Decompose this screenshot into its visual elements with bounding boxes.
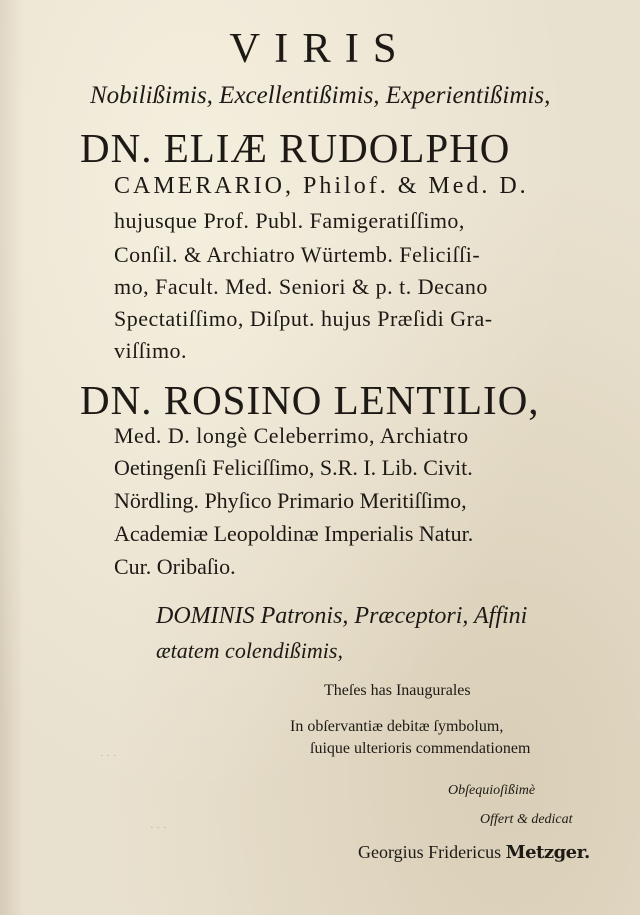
- person2-line-2: Oetingenſi Feliciſſimo, S.R. I. Lib. Civit.: [114, 455, 473, 480]
- person1-line-2: hujusque Prof. Publ. Famigeratiſſimo,: [114, 208, 465, 233]
- theses-line: Theſes has Inaugurales: [324, 682, 471, 699]
- signature-line-1: Obſequioſißimè: [448, 783, 536, 798]
- epithets-line: Nobilißimis, Excellentißimis, Experientißimis,: [90, 82, 551, 109]
- person1-line-1: CAMERARIO, Philof. & Med. D.: [114, 173, 529, 199]
- signature-line-2: Offert & dedicat: [480, 812, 573, 827]
- person2-name: DN. ROSINO LENTILIO,: [80, 377, 540, 423]
- dedication-line-1: DOMINIS Patronis, Præceptori, Affini: [156, 603, 528, 629]
- dedication-line-2: ætatem colendißimis,: [156, 638, 343, 663]
- person1-line-4: mo, Facult. Med. Seniori & p. t. Decano: [114, 274, 488, 299]
- signature-name: [358, 842, 590, 863]
- observance-line-1: In obſervantiæ debitæ ſymbolum,: [290, 718, 504, 735]
- person2-line-4: Academiæ Leopoldinæ Imperialis Natur.: [114, 521, 474, 546]
- person1-line-6: viſſimo.: [114, 338, 188, 363]
- person2-line-3: Nördling. Phyſico Primario Meritiſſimo,: [114, 488, 467, 513]
- observance-line-2: ſuique ulterioris commendationem: [310, 740, 531, 757]
- ink-bleed-mark: · · ·: [150, 822, 167, 834]
- person2-line-5: Cur. Oribaſio.: [114, 554, 236, 579]
- signature-surname: Metzger.: [505, 842, 590, 863]
- person1-name: DN. ELIÆ RUDOLPHO: [80, 125, 511, 171]
- page-title: VIRIS: [229, 25, 411, 72]
- person1-line-3: Conſil. & Archiatro Würtemb. Feliciſſi-: [114, 242, 481, 267]
- person2-line-1: Med. D. longè Celeberrimo, Archiatro: [114, 423, 469, 448]
- ink-bleed-mark: · · ·: [100, 750, 117, 762]
- signature-given-names: Georgius Fridericus: [358, 842, 502, 862]
- person1-line-5: Spectatiſſimo, Diſput. hujus Præſidi Gra-: [114, 306, 493, 331]
